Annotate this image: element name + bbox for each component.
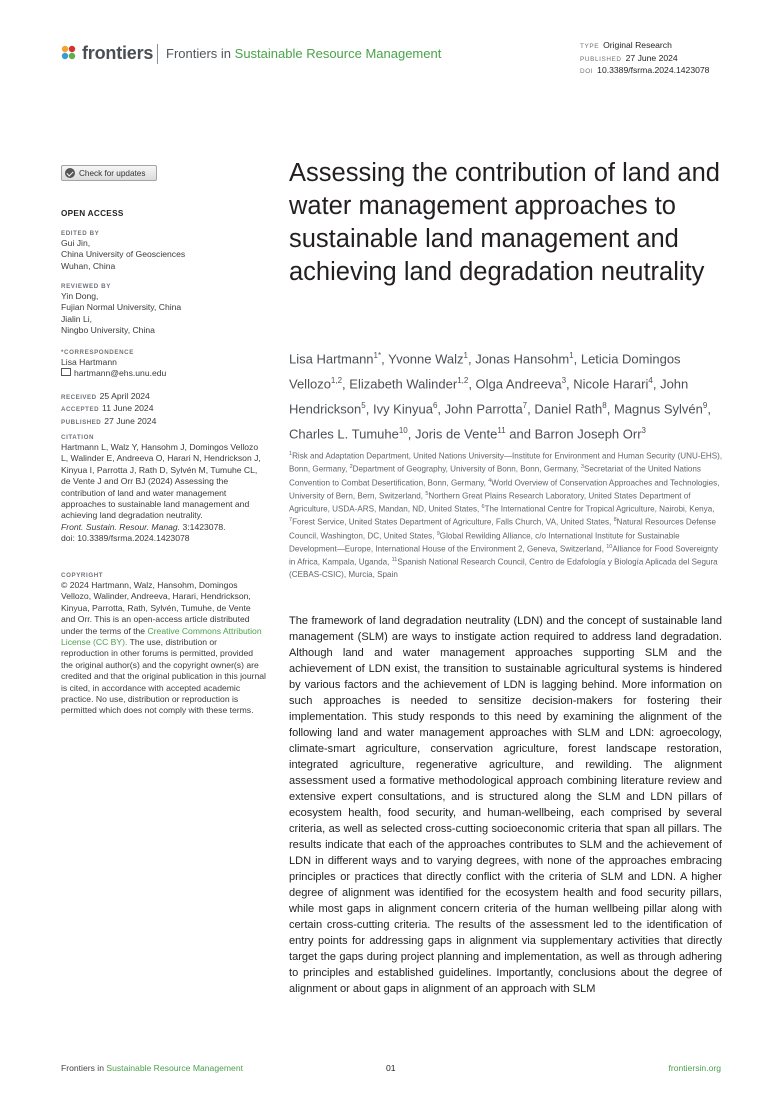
affiliation-number: 6: [481, 504, 485, 511]
citation-text: Hartmann L, Walz Y, Hansohm J, Domingos Vellozo L, Walinder E, Andreeva O, Harari N, Hendrickson J, Kinyua I, Parrotta J, Rath D, Sylvén M, Tumuhe CL, de Vente J and Orr BJ (2024) Assessing the contribution of land and water management approaches to sustainable land management and achieving land degradation neutrality.: [61, 442, 261, 521]
author-affiliation-mark: 3: [641, 425, 646, 435]
author-name[interactable]: John Hendrickson: [289, 376, 689, 417]
edited-by-label: EDITED BY: [61, 230, 100, 237]
author-list: Lisa Hartmann$^{1*}$, Yvonne Walz$^1$, Jonas Hansohm$^1$, Leticia Domingos Vellozo$^{1,2}$, Elizabeth Walinder$^{1,2}$, Olga Andreeva$^3$, Nicole Harari$^4$, John Hendrickson$^5$, Ivy Kinyua$^6$, John Parrotta$^7$, Daniel Rath$^8$, Magnus Sylvén$^9$, Charles L. Tumuhe$^{10}$, Joris de Vente$^{11}$ and Barron Joseph Orr$^3$: [289, 351, 711, 442]
affiliation-text: Spanish National Research Council, Centro de Edafología y Biología Aplicada del Segura (CEBAS-CSIC), Murcia, Spain: [289, 557, 718, 579]
affiliation-number: 5: [425, 490, 429, 497]
published-label: PUBLISHED: [61, 418, 102, 426]
journal-title: Sustainable Resource Management: [234, 46, 442, 61]
abstract: The framework of land degradation neutrality (LDN) and the concept of sustainable land management (SLM) are ways to instigate action required to address land degradation. Although land and water management approaches supporting SLM and the achievement of LDN exist, the transition to sustainable agricultural systems is hindered by various factors and the achievement of LDN is lagging behind. More information on such approaches is needed to sensitize decision-makers for fostering their implementation. This study responds to this need by examining the alignment of the following land and water management approaches with SLM and LDN: agroecology, climate-smart agriculture, conservation agriculture, forest landscape restoration, integrated agriculture, regenerative agriculture, and rewilding. The alignment assessment used a formative methodological approach combining literature review and extensive expert consultations, and is structured along the SLM and LDN pillars of ecosystem health, food security, and human-wellbeing, each comprised by several criteria, as well as selected cross-cutting socioeconomic criteria that span all pillars. The results indicate that each of the approaches contributes to SLM and the achievement of LDN in different ways and to varying degrees, with none of the approaches embracing principles or practices that directly conflict with the criteria of SLM and LDN. A higher degree of alignment was identified for the ecosystem health and food security pillars, while most gaps in alignment concern criteria of the human wellbeing pillar along with certain cross-cutting criteria. The results of the assessment led to the identification of entry points for addressing gaps in alignment via supplementary activities that directly target the gaps during project planning and implementation, as well as through adhering to principles and established guidelines. Importantly, conclusions about the degree of alignment or about gaps in alignment of an approach with SLM: [289, 615, 722, 995]
reviewed-by-section: [61, 282, 266, 337]
article-title: Assessing the contribution of land and water management approaches to sustainable land management and achieving land degradation neutrality: [289, 159, 720, 286]
editor-line: China University of Geosciences: [61, 249, 186, 260]
author-affiliation-mark: 9: [702, 400, 708, 410]
edited-by-section: [61, 229, 266, 272]
author-name[interactable]: Lisa Hartmann: [289, 351, 374, 367]
correspondence-section: [61, 348, 266, 380]
author-affiliation-mark: 4: [648, 375, 653, 385]
editor-line: Gui Jin,: [61, 238, 91, 248]
doi-link[interactable]: 10.3389/fsrma.2024.1423078: [597, 65, 710, 75]
copyright-text: [61, 580, 266, 717]
journal-prefix: Frontiers in: [166, 46, 232, 61]
reviewer-line: Fujian Normal University, China: [61, 302, 182, 313]
author-name[interactable]: Ivy Kinyua: [372, 401, 433, 417]
affiliation-number: 11: [391, 557, 398, 564]
author-affiliation-mark: 1,2: [457, 375, 469, 385]
author-affiliation-mark: 1: [569, 351, 574, 360]
accepted-date: 11 June 2024: [102, 403, 154, 414]
copyright-section: [61, 571, 266, 717]
correspondence-label: *CORRESPONDENCE: [61, 349, 134, 356]
copyright-terms: The use, distribution or reproduction in other forums is permitted, provided the original author(s) and the copyright owner(s) are credited and that the original publication in this journal is cited, in accordance with accepted academic practice. No use, distribution or reproduction is permitted which does not comply with these terms.: [61, 637, 266, 716]
author-name[interactable]: Magnus Sylvén: [613, 401, 703, 417]
affiliation-number: 4: [488, 477, 492, 484]
frontiers-site-link[interactable]: frontiersin.org: [668, 1063, 721, 1073]
check-for-updates-button[interactable]: [61, 165, 157, 181]
author-name[interactable]: Leticia Domingos Vellozo: [289, 351, 681, 392]
frontiers-logo[interactable]: [60, 42, 153, 64]
author-affiliation-mark: 3: [561, 375, 567, 385]
affiliations: [289, 449, 725, 580]
correspondence-email[interactable]: hartmann@ehs.unu.edu: [74, 368, 167, 379]
dates-section: [61, 391, 266, 428]
cc-by-license-link[interactable]: Creative Commons Attribution License (CC BY).: [61, 625, 262, 648]
affiliation-text: Secretariat of the United Nations Convention to Combat Desertification, Bonn, Germany,: [289, 464, 701, 488]
affiliation-number: 10: [606, 543, 613, 550]
doi-label: DOI: [580, 68, 594, 75]
author-affiliation-mark: 1*: [373, 351, 382, 360]
affiliation-number: 1: [289, 451, 293, 457]
author-name[interactable]: Barron Joseph Orr: [534, 426, 642, 442]
footer-journal[interactable]: [61, 1063, 243, 1073]
reviewed-by-label: REVIEWED BY: [61, 283, 111, 290]
reviewer-line: Ningbo University, China: [61, 325, 155, 336]
affiliation-text: Global Rewilding Alliance, c/o International Institute for Sustainable Development—Europe, International House of the Environment 2, Geneva, Switzerland,: [289, 531, 680, 554]
author-affiliation-mark: 10: [398, 425, 408, 435]
affiliation-text: Department of Geography, University of Bonn, Bonn, Germany,: [352, 464, 579, 474]
reviewer-line: Jialin Li,: [61, 313, 93, 324]
open-access-label: OPEN ACCESS: [61, 209, 124, 218]
affiliation-text: Alliance for Food Sovereignty in Africa, Kampala, Uganda,: [289, 544, 719, 567]
copyright-intro: © 2024 Hartmann, Walz, Hansohm, Domingos Vellozo, Walinder, Andreeva, Harari, Hendrickson, Kinyua, Parrotta, Rath, Sylvén, Tumuhe, de Vente and Orr. This is an open-access article distributed under the terms of the: [61, 580, 251, 636]
published-label: PUBLISHED: [580, 55, 622, 63]
type-value: Original Research: [603, 40, 672, 50]
citation-journal: Front. Sustain. Resour. Manag.: [61, 521, 181, 532]
author-affiliation-mark: 11: [497, 425, 506, 435]
citation-label: CITATION: [61, 434, 95, 441]
author-name[interactable]: Yvonne Walz: [388, 351, 464, 367]
author-affiliation-mark: 1,2: [330, 375, 343, 385]
mail-icon: [61, 368, 71, 376]
author-affiliation-mark: 1: [463, 351, 468, 360]
reviewer-line: Yin Dong,: [61, 291, 99, 301]
footer-journal-name: Sustainable Resource Management: [106, 1063, 244, 1073]
author-affiliation-mark: 8: [602, 400, 607, 410]
citation-volume: 3:1423078.: [182, 521, 226, 532]
author-affiliation-mark: 5: [361, 400, 366, 410]
editor-line: Wuhan, China: [61, 260, 116, 271]
author-affiliation-mark: 6: [432, 400, 438, 410]
footer-journal-prefix: Frontiers in: [61, 1063, 104, 1073]
affiliation-text: World Overview of Conservation Approaches and Technologies, University of Bern, Bern, Switzerland,: [289, 478, 720, 501]
affiliation-number: 8: [613, 517, 617, 524]
author-name[interactable]: Daniel Rath: [534, 401, 603, 417]
copyright-label: COPYRIGHT: [61, 572, 104, 579]
journal-name[interactable]: [166, 46, 441, 61]
author-affiliation-mark: 7: [522, 400, 528, 410]
author-name[interactable]: Elizabeth Walinder: [349, 376, 458, 392]
affiliation-number: 7: [289, 517, 293, 524]
check-icon: [65, 168, 75, 178]
correspondence-name: Lisa Hartmann: [61, 357, 117, 367]
author-name[interactable]: Nicole Harari: [573, 376, 649, 392]
affiliation-text: Natural Resources Defense Council, Washington, DC, United States,: [289, 518, 717, 541]
affiliation-number: 3: [580, 464, 584, 471]
affiliation-text: The International Centre for Tropical Agriculture, Nairobi, Kenya,: [484, 504, 715, 514]
published-date: 27 June 2024: [104, 415, 157, 426]
affiliation-number: 9: [436, 530, 440, 537]
author-name[interactable]: Olga Andreeva: [475, 376, 562, 392]
author-name[interactable]: John Parrotta: [444, 401, 523, 417]
accepted-label: ACCEPTED: [61, 406, 100, 414]
received-date: 25 April 2024: [99, 391, 150, 401]
page-number: 01: [386, 1063, 396, 1073]
affiliation-text: Northern Great Plains Research Laboratory, United States Department of Agriculture, USDA-ARS, Mandan, ND, United States,: [289, 491, 691, 514]
author-name[interactable]: Jonas Hansohm: [475, 351, 570, 367]
affiliation-text: Risk and Adaptation Department, United Nations University—Institute for Environment and Human Security (UNU-EHS), Bonn, Germany,: [289, 451, 723, 474]
received-label: RECEIVED: [61, 394, 97, 401]
published-value: 27 June 2024: [625, 52, 678, 63]
citation-doi: doi: 10.3389/fsrma.2024.1423078: [61, 533, 190, 544]
type-label: TYPE: [580, 43, 600, 50]
author-name[interactable]: Charles L. Tumuhe: [289, 426, 399, 442]
affiliation-number: 2: [349, 464, 353, 471]
check-updates-label: Check for updates: [79, 168, 146, 178]
affiliation-text: Forest Service, United States Department of Agriculture, Falls Church, VA, United States,: [292, 518, 612, 528]
logo-wordmark: frontiers: [82, 42, 154, 63]
citation-section: [61, 433, 266, 545]
article-meta: [580, 40, 709, 78]
header-divider: [157, 44, 158, 64]
author-name[interactable]: Joris de Vente: [414, 426, 498, 442]
frontiers-logo-icon: [60, 44, 78, 62]
